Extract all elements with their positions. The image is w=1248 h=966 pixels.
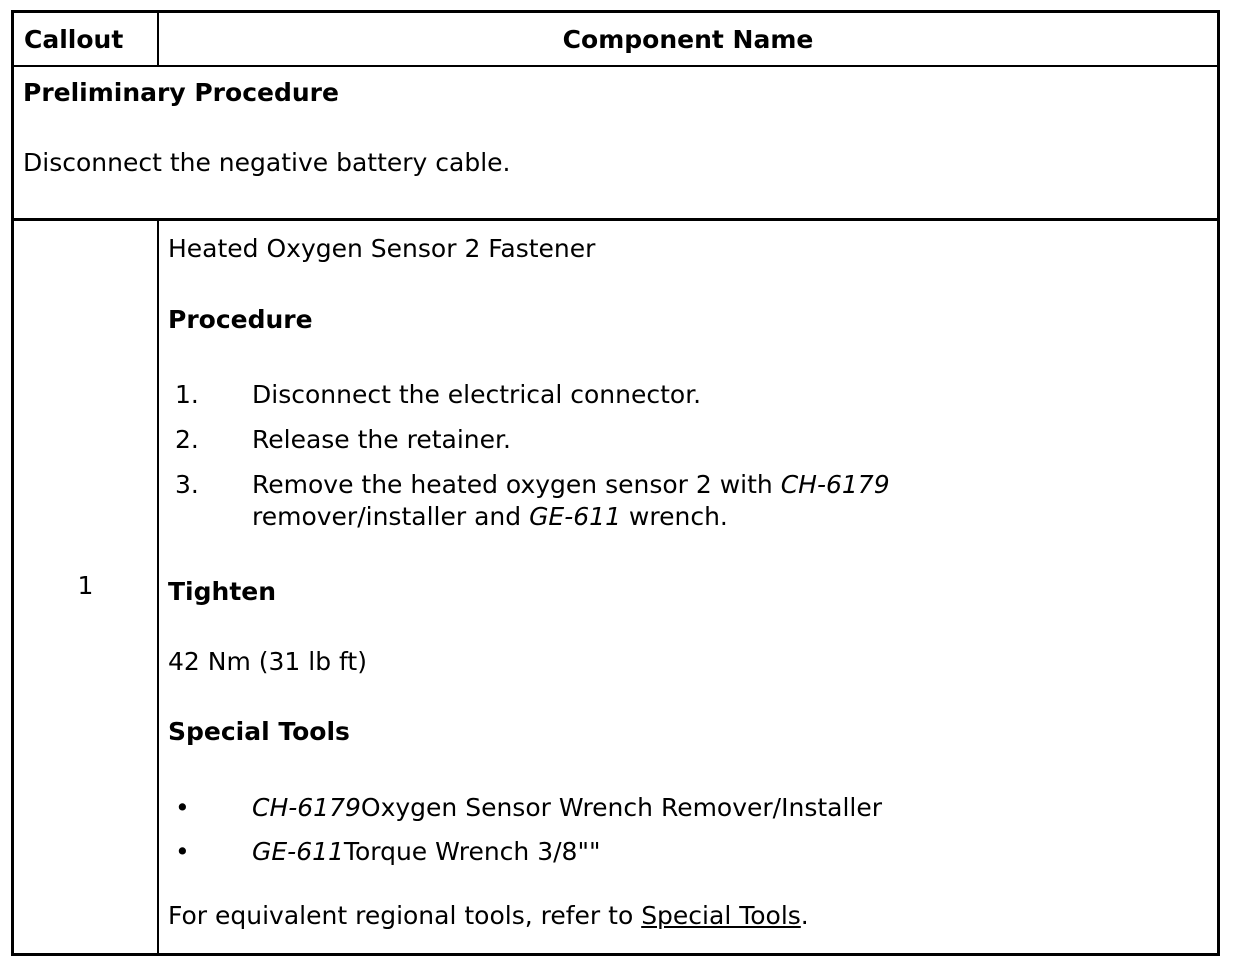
header-component-name: Component Name — [562, 24, 814, 54]
regional-tools-note — [168, 900, 1217, 931]
tool-name: Torque Wrench 3/8"" — [343, 837, 601, 866]
step-text: Disconnect the electrical connector. — [252, 380, 702, 409]
table-row — [14, 221, 1217, 953]
step-text-suffix: wrench. — [620, 502, 728, 531]
callout-number: 1 — [14, 221, 159, 953]
step-text-middle: remover/installer and — [252, 502, 530, 531]
tool-code-ch6179: CH-6179 — [780, 470, 890, 499]
special-tools-link[interactable]: Special Tools — [641, 901, 801, 930]
preliminary-procedure-title: Preliminary Procedure — [23, 78, 339, 107]
tool-entry — [252, 836, 600, 867]
step-text — [252, 469, 1217, 533]
step-text-prefix: Remove the heated oxygen sensor 2 with — [252, 470, 781, 499]
list-item — [168, 469, 1217, 533]
list-item — [168, 792, 1217, 823]
tighten-heading: Tighten — [168, 577, 277, 606]
list-item — [168, 379, 1217, 411]
step-number: 2. — [175, 425, 199, 454]
step-number: 1. — [175, 380, 199, 409]
step-text: Release the retainer. — [252, 425, 511, 454]
tool-entry — [252, 792, 882, 823]
special-tools-list — [168, 792, 1217, 867]
component-cell — [159, 221, 1217, 953]
tool-code: GE-611 — [252, 837, 344, 866]
tool-code-ge611: GE-611 — [529, 502, 621, 531]
tool-code: CH-6179 — [252, 793, 361, 822]
table-header-row — [14, 13, 1217, 67]
preliminary-procedure-row — [14, 67, 1217, 221]
component-table — [11, 10, 1220, 956]
note-prefix: For equivalent regional tools, refer to — [168, 901, 642, 930]
step-number: 3. — [175, 470, 199, 499]
bullet-icon: • — [175, 793, 190, 822]
procedure-heading: Procedure — [168, 305, 313, 334]
preliminary-procedure-text: Disconnect the negative battery cable. — [23, 148, 511, 177]
list-item — [168, 836, 1217, 867]
procedure-steps — [168, 379, 1217, 533]
bullet-icon: • — [175, 837, 190, 866]
header-callout: Callout — [14, 13, 159, 65]
component-name: Heated Oxygen Sensor 2 Fastener — [168, 234, 596, 263]
note-suffix: . — [800, 901, 809, 930]
list-item — [168, 424, 1217, 456]
torque-value: 42 Nm (31 lb ft) — [168, 647, 367, 676]
special-tools-heading: Special Tools — [168, 717, 350, 746]
tool-name: Oxygen Sensor Wrench Remover/Installer — [360, 793, 883, 822]
